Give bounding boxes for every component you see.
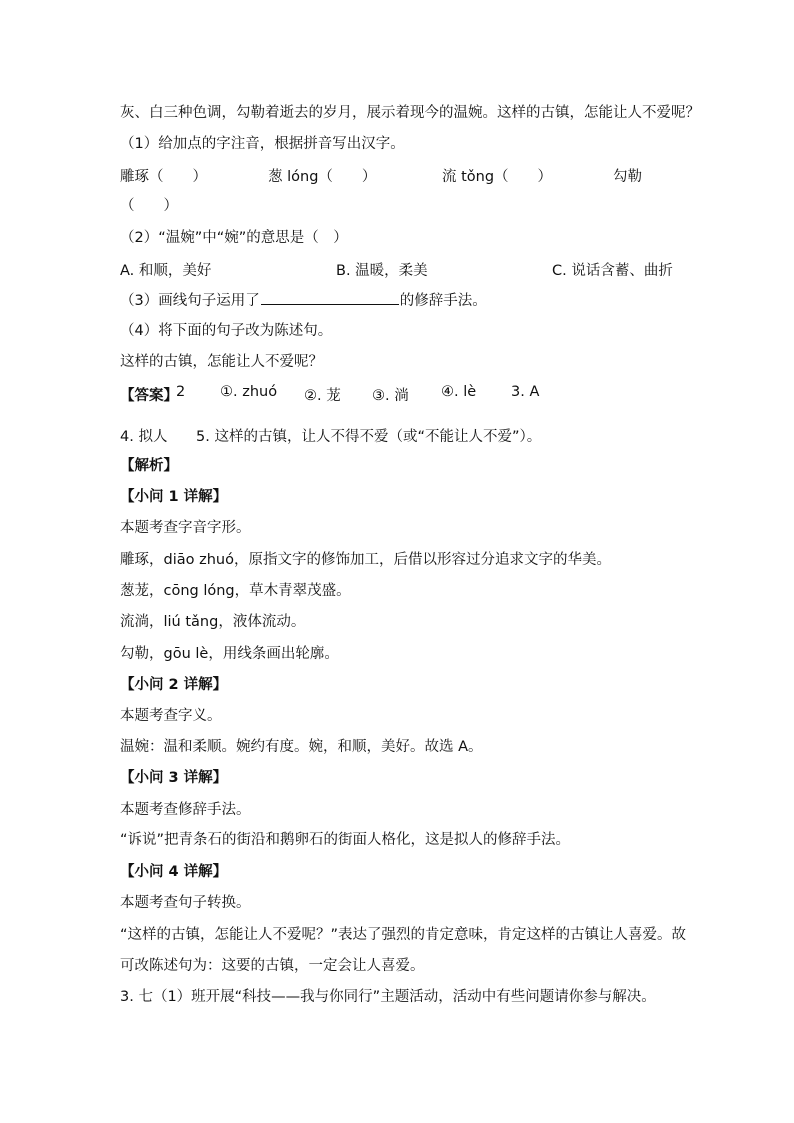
answer-5: 3. A [511, 384, 540, 400]
sub2-line2: 温婉：温和柔顺。婉约有度。婉，和顺，美好。故选 A。 [120, 739, 483, 755]
q3-answer-blank[interactable] [261, 290, 399, 305]
sub4-line2: “这样的古镇，怎能让人不爱呢？”表达了强烈的肯定意味，肯定这样的古镇让人喜爱。故 [120, 927, 687, 943]
q2-option-c: C. 说话含蓄、曲折 [552, 263, 673, 279]
sub1-heading: 【小问 1 详解】 [120, 489, 228, 505]
sub1-line3: 葱茏，cōng lóng，草木青翠茂盛。 [120, 583, 351, 599]
q3-suffix: 的修辞手法。 [399, 293, 487, 309]
answer-label: 【答案】 [120, 388, 178, 404]
sub3-line2: “诉说”把青条石的街沿和鹅卵石的街面人格化，这是拟人的修辞手法。 [120, 832, 571, 848]
sub1-line2: 雕琢，diāo zhuó，原指文字的修饰加工，后借以形容过分追求文字的华美。 [120, 552, 611, 568]
answer-3: ③. 淌 [372, 388, 409, 404]
q2-option-a: A. 和顺，美好 [120, 263, 212, 279]
q4-sentence: 这样的古镇，怎能让人不爱呢？ [120, 354, 323, 370]
answer-1: ①. zhuó [220, 384, 278, 400]
answer-2: ②. 茏 [304, 388, 341, 404]
sub2-line1: 本题考查字义。 [120, 708, 222, 724]
q2-option-b: B. 温暖，柔美 [336, 263, 428, 279]
q1-item-a: 雕琢（ ） [120, 169, 207, 185]
q1-item-d: 勾勒 [613, 169, 642, 185]
sub1-line5: 勾勒，gōu lè，用线条画出轮廓。 [120, 646, 339, 662]
sub3-heading: 【小问 3 详解】 [120, 770, 228, 786]
sub4-heading: 【小问 4 详解】 [120, 864, 228, 880]
q1-item-c: 流 tǒng（ ） [442, 169, 553, 185]
q2-prompt: （2）“温婉”中“婉”的意思是（ ） [120, 230, 348, 246]
q4-prompt: （4）将下面的句子改为陈述句。 [120, 323, 333, 339]
sub4-line3: 可改陈述句为：这要的古镇，一定会让人喜爱。 [120, 958, 425, 974]
intro-text: 灰、白三种色调，勾勒着逝去的岁月，展示着现今的温婉。这样的古镇，怎能让人不爱呢？ [120, 105, 700, 121]
answer-5-text: 5. 这样的古镇，让人不得不爱（或“不能让人不爱”）。 [196, 429, 542, 445]
answer-4-text: 4. 拟人 [120, 429, 168, 445]
q1-item-b: 葱 lóng（ ） [268, 169, 377, 185]
sub1-line1: 本题考查字音字形。 [120, 520, 251, 536]
q3-line [120, 290, 487, 311]
next-question: 3. 七（1）班开展“科技——我与你同行”主题活动，活动中有些问题请你参与解决。 [120, 989, 656, 1005]
sub2-heading: 【小问 2 详解】 [120, 677, 228, 693]
q3-prefix: （3）画线句子运用了 [120, 293, 260, 309]
sub4-line1: 本题考查句子转换。 [120, 895, 251, 911]
q1-item-d-paren: （ ） [120, 198, 178, 214]
sub1-line4: 流淌，liú tǎng，液体流动。 [120, 614, 306, 630]
q1-prompt: （1）给加点的字注音，根据拼音写出汉字。 [120, 136, 405, 152]
sub3-line1: 本题考查修辞手法。 [120, 802, 251, 818]
answer-4: ④. lè [441, 384, 477, 400]
answer-number: 2 [176, 384, 186, 400]
analysis-label: 【解析】 [120, 458, 178, 474]
